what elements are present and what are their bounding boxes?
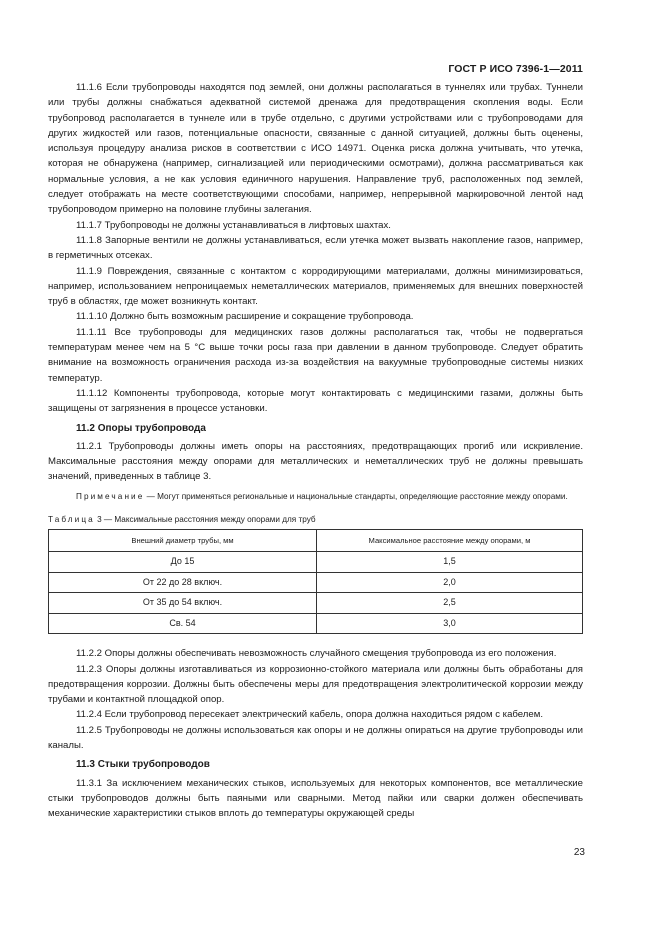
- table-caption-text: 3 — Максимальные расстояния между опорами для труб: [94, 515, 316, 525]
- paragraph-11-2-1: 11.2.1 Трубопроводы должны иметь опоры на расстояниях, предотвращающих прогиб или искривление. Максимальные расстояния между опорами для металлических и неметаллических труб не должны превышать значений, приведенных в таблице 3.: [48, 440, 583, 483]
- note: [48, 491, 583, 504]
- paragraph-11-1-8: 11.1.8 Запорные вентили не должны устанавливаться, если утечка может вызвать накопление газов, например, в герметичных отсеках.: [48, 234, 583, 262]
- table-cell-diameter: До 15: [49, 552, 317, 573]
- table-header-distance: Максимальное расстояние между опорами, м: [317, 530, 583, 552]
- paragraph-11-1-9: 11.1.9 Повреждения, связанные с контактом с корродирующими материалами, должны минимизироваться, например, использованием непроницаемых неметаллических материалов, применяемых для внешних поверхностей труб в областях, где может возникнуть контакт.: [48, 265, 583, 308]
- note-label: Примечание: [76, 491, 145, 501]
- paragraph-11-1-10: 11.1.10 Должно быть возможным расширение и сокращение трубопровода.: [76, 311, 414, 323]
- page-content: [48, 80, 583, 821]
- support-distance-table: [48, 529, 583, 634]
- table-caption: [48, 514, 583, 526]
- paragraph-11-1-11: 11.1.11 Все трубопроводы для медицинских газов должны располагаться так, чтобы не подвергаться температурам менее чем на 5 °С выше точки росы газа при давлении в данном трубопроводе. Следует обратить внимание на возможность ограничения расхода из-за воздействия на вакуумные трубопроводные системы низких температур.: [48, 326, 583, 384]
- standard-header: ГОСТ Р ИСО 7396-1—2011: [448, 63, 583, 75]
- note-text: — Могут применяться региональные и национальные стандарты, определяющие расстояние между опорами.: [144, 491, 568, 501]
- paragraph-11-1-12: 11.1.12 Компоненты трубопровода, которые могут контактировать с медицинскими газами, должны быть защищены от загрязнения в процессе установки.: [48, 387, 583, 415]
- table-row: [49, 552, 583, 573]
- table-row: [49, 593, 583, 614]
- table-header-row: [49, 530, 583, 552]
- paragraph-11-2-3: 11.2.3 Опоры должны изготавливаться из коррозионно-стойкого материала или должны быть обработаны для предотвращения коррозии. Должны быть обеспечены меры для предотвращения электролитической коррозии между трубами и контактной площадкой опор.: [48, 663, 583, 706]
- table-cell-distance: 1,5: [317, 552, 583, 573]
- section-heading-11-2: 11.2 Опоры трубопровода: [76, 422, 206, 434]
- section-heading-11-3: 11.3 Стыки трубопроводов: [76, 759, 210, 771]
- table-cell-diameter: Св. 54: [49, 613, 317, 634]
- table-cell-distance: 2,5: [317, 593, 583, 614]
- paragraph-11-2-4: 11.2.4 Если трубопровод пересекает электрический кабель, опора должна находиться рядом с кабелем.: [76, 709, 544, 721]
- paragraph-11-2-5: 11.2.5 Трубопроводы не должны использоваться как опоры и не должны опираться на другие трубопроводы или каналы.: [48, 724, 583, 751]
- table-cell-distance: 3,0: [317, 613, 583, 634]
- table-cell-diameter: От 22 до 28 включ.: [49, 572, 317, 593]
- table-row: [49, 613, 583, 634]
- paragraph-11-2-2: 11.2.2 Опоры должны обеспечивать невозможность случайного смещения трубопровода из его положения.: [76, 648, 557, 660]
- page-number: 23: [573, 847, 585, 858]
- table-header-diameter: Внешний диаметр трубы, мм: [49, 530, 317, 552]
- paragraph-11-1-7: 11.1.7 Трубопроводы не должны устанавливаться в лифтовых шахтах.: [76, 219, 391, 231]
- table-cell-distance: 2,0: [317, 572, 583, 593]
- table-caption-label: Таблица: [48, 515, 95, 525]
- table-row: [49, 572, 583, 593]
- paragraph-11-3-1: 11.3.1 За исключением механических стыков, используемых для некоторых компонентов, все металлические стыки трубопроводов должны быть паяными или сварными. Метод пайки или сварки должен обеспечивать механические характеристики стыков вплоть до температуры окружающей среды: [48, 777, 583, 820]
- table-cell-diameter: От 35 до 54 включ.: [49, 593, 317, 614]
- paragraph-11-1-6: 11.1.6 Если трубопроводы находятся под землей, они должны располагаться в туннелях или трубах. Туннели или трубы должны снабжаться адекватной системой дренажа для предотвращения скопления воды. Если трубопровод располагается в туннеле или в трубе отдельно, с другими устройствами или с трубопроводами для других жидкостей или газов, потенциальные опасности, связанные с данной ситуацией, должны быть оценены, используя процедуру анализа рисков в соответствии с ИСО 14971. Оценка риска должна учитывать, что утечка, которая не обнаружена (например, сигнализацией или периодическими осмотрами), должна рассматриваться как нормальные условия, а не как условия единичного нарушения. Направление труб, расположенных под землей, следует отображать на месте соответствующими способами, например, непрерывной маркировочной лентой над трубопроводом примерно на половине глубины залегания.: [48, 82, 583, 216]
